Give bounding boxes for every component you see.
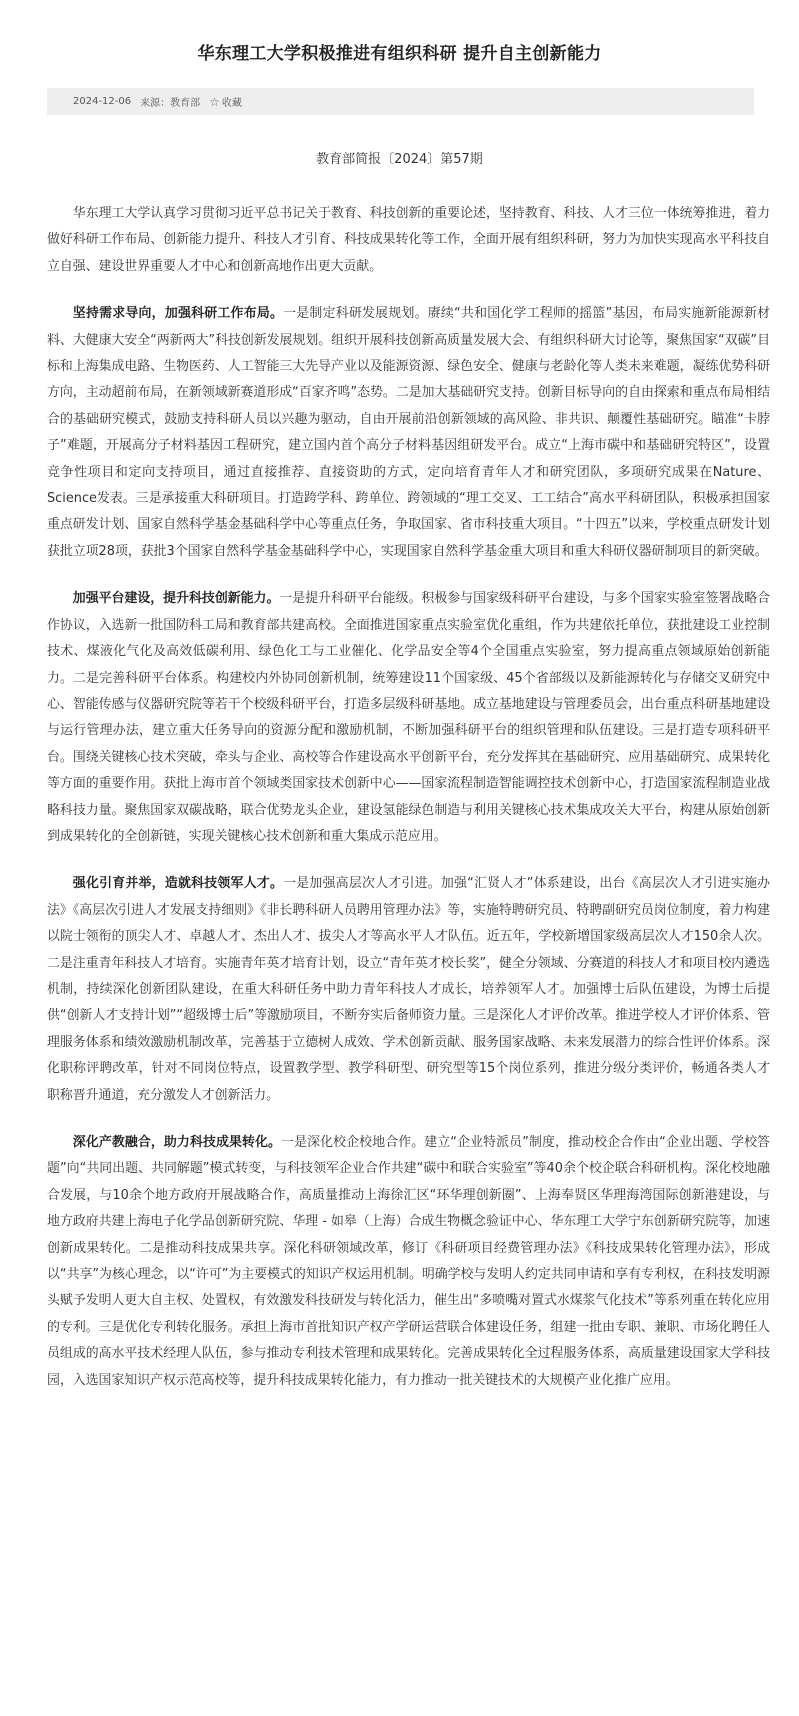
article-meta-bar xyxy=(47,88,754,115)
paragraph-talent xyxy=(47,871,770,1109)
paragraph-lead: 深化产教融合，助力科技成果转化。 xyxy=(72,1135,282,1150)
paragraph-text: 一是加强高层次人才引进。加强“汇贤人才”体系建设，出台《高层次人才引进实施办法》《高层次引进人才发展支持细则》《非长聘科研人员聘用管理办法》等，实施特聘研究员、特聘副研究员岗位制度，着力构建以院士领衔的顶尖人才、卓越人才、杰出人才、拔尖人才等高水平人才队伍。近五年，学校新增国家级高层次人才150余人次。二是注重青年科技人才培育。实施青年英才培育计划，设立“青年英才校长奖”，健全分领域、分赛道的科技人才和项目校内遴选机制，持续深化创新团队建设，在重大科研任务中助力青年科技人才成长，培养领军人才。加强博士后队伍建设，为博士后提供“创新人才支持计划”“超级博士后”等激励项目，不断夯实后备师资力量。三是深化人才评价改革。推进学校人才评价体系、管理服务体系和绩效激励机制改革，完善基于立德树人成效、学术创新贡献、服务国家战略、未来发展潜力的综合性评价体系。深化职称评聘改革，针对不同岗位特点，设置教学型、教学科研型、研究型等15个岗位系列，推进分级分类评价，畅通各类人才职称晋升通道，充分激发人才创新活力。 xyxy=(47,876,771,1103)
paragraph-lead: 强化引育并举，造就科技领军人才。 xyxy=(72,876,284,892)
article-source: 来源：教育部 xyxy=(140,98,201,109)
paragraph-platform xyxy=(47,586,770,850)
favorite-label: 收藏 xyxy=(221,98,242,109)
article-title: 华东理工大学积极推进有组织科研 提升自主创新能力 xyxy=(197,44,602,64)
star-icon: ☆ xyxy=(209,94,220,109)
paragraph-text: 一是制定科研发展规划。赓续“共和国化学工程师的摇篮”基因，布局实施新能源新材料、大健康大安全“两新两大”科技创新发展规划。组织开展科技创新高质量发展大会、有组织科研大讨论等，聚焦国家“双碳”目标和上海集成电路、生物医药、人工智能三大先导产业以及能源资源、绿色安全、健康与老龄化等人类未来难题，凝练优势科研方向，主动超前布局，在新领域新赛道形成“百家齐鸣”态势。二是加大基础研究支持。创新目标导向的自由探索和重点布局相结合的基础研究模式，鼓励支持科研人员以兴趣为驱动，自由开展前沿创新领域的高风险、非共识、颠覆性基础研究。瞄准“卡脖子”难题，开展高分子材料基因工程研究，建立国内首个高分子材料基因组研发平台。成立“上海市碳中和基础研究特区”，设置竞争性项目和定向支持项目，通过直接推荐、直接资助的方式，定向培育青年人才和研究团队，多项研究成果在Nature、Science发表。三是承接重大科研项目。打造跨学科、跨单位、跨领域的“理工交叉、工工结合”高水平科研团队，积极承担国家重点研发计划、国家自然科学基金基础科学中心等重点任务，争取国家、省市科技重大项目。“十四五”以来，学校重点研发计划获批立项28项，获批3个国家自然科学基金基础科学中心，实现国家自然科学基金重大项目和重大科研仪器研制项目的新突破。 xyxy=(47,306,771,559)
publish-date: 2024-12-06 xyxy=(73,96,132,107)
paragraph-intro xyxy=(47,201,770,280)
paragraph-text: 华东理工大学认真学习贯彻习近平总书记关于教育、科技创新的重要论述，坚持教育、科技、人才三位一体统筹推进，着力做好科研工作布局、创新能力提升、科技人才引育、科技成果转化等工作，全面开展有组织科研，努力为加快实现高水平科技自立自强、建设世界重要人才中心和创新高地作出更大贡献。 xyxy=(47,206,770,274)
bulletin-issue: 教育部简报〔2024〕第57期 xyxy=(316,152,483,167)
paragraph-text: 一是提升科研平台能级。积极参与国家级科研平台建设，与多个国家实验室签署战略合作协议，入选新一批国防科工局和教育部共建高校。全面推进国家重点实验室优化重组，作为共建依托单位，获批建设工业控制技术、煤液化气化及高效低碳利用、绿色化工与工业催化、化学品安全等4个全国重点实验室，努力提高重点领域原始创新能力。二是完善科研平台体系。构建校内外协同创新机制，统筹建设11个国家级、45个省部级以及新能源转化与存储交叉研究中心、智能传感与仪器研究院等若干个校级科研平台，打造多层级科研基地。成立基地建设与管理委员会，出台重点科研基地建设与运行管理办法，建立重大任务导向的资源分配和激励机制，不断加强科研平台的组织管理和队伍建设。三是打造专项科研平台。围绕关键核心技术突破，牵头与企业、高校等合作建设高水平创新平台，充分发挥其在基础研究、应用基础研究、成果转化等方面的重要作用。获批上海市首个领域类国家技术创新中心——国家流程制造智能调控技术创新中心，打造国家流程制造业战略科技力量。聚焦国家双碳战略，联合优势龙头企业，建设氢能绿色制造与利用关键核心技术集成攻关大平台，构建从原始创新到成果转化的全创新链，实现关键核心技术创新和重大集成示范应用。 xyxy=(47,591,771,844)
paragraph-lead: 加强平台建设，提升科技创新能力。 xyxy=(72,591,280,607)
paragraph-lead: 坚持需求导向，加强科研工作布局。 xyxy=(72,306,284,322)
paragraph-research-layout xyxy=(47,301,770,565)
article-body xyxy=(47,201,770,1415)
favorite-button[interactable] xyxy=(209,94,251,109)
paragraph-transfer xyxy=(47,1130,770,1394)
paragraph-text: 一是深化校企校地合作。建立“企业特派员”制度，推动校企合作由“企业出题、学校答题”向“共同出题、共同解题”模式转变，与科技领军企业合作共建“碳中和联合实验室”等40余个校企联合科研机构。深化校地融合发展，与10余个地方政府开展战略合作，高质量推动上海徐汇区“环华理创新圈”、上海奉贤区华理海湾国际创新港建设，与地方政府共建上海电子化学品创新研究院、华理 - 如皋（上海）合成生物概念验证中心、华东理工大学宁东创新研究院等，加速创新成果转化。二是推动科技成果共享。深化科研领域改革，修订《科研项目经费管理办法》《科技成果转化管理办法》，形成以“共享”为核心理念，以“许可”为主要模式的知识产权运用机制。明确学校与发明人约定共同申请和享有专利权，在科技发明源头赋予发明人更大自主权、处置权，有效激发科技研发与转化活力，催生出“多喷嘴对置式水煤浆气化技术”等系列重在转化应用的专利。三是优化专利转化服务。承担上海市首批知识产权产学研运营联合体建设任务，组建一批由专职、兼职、市场化聘任人员组成的高水平技术经理人队伍，参与推动专利技术管理和成果转化。完善成果转化全过程服务体系，高质量建设国家大学科技园，入选国家知识产权示范高校等，提升科技成果转化能力，有力推动一批关键技术的大规模产业化推广应用。 xyxy=(47,1135,770,1388)
